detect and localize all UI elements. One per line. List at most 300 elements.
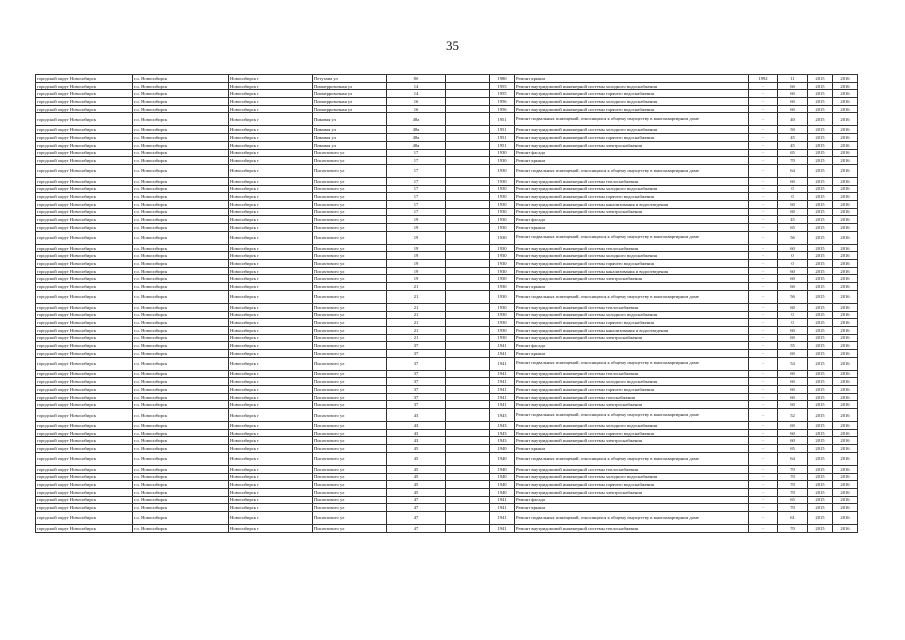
korpus-cell [446,193,490,201]
end-year-cell: 2016 [833,429,858,437]
table-row [36,311,858,319]
municipality-cell: городской округ Новосибирск [36,370,133,378]
year-cell: 1930 [490,200,515,208]
district-cell: г.о. Новосибирск [133,224,229,232]
cost-cell: 60 [778,326,808,334]
municipality-cell: городской округ Новосибирск [36,200,133,208]
start-year-cell: 2015 [808,275,833,283]
korpus-cell [446,334,490,342]
street-cell: Писахтового ул [313,504,387,512]
work-type-cell: Ремонт внутридомовой инженерной системы горячего водоснабжения [515,90,749,98]
street-cell: Писахтового ул [313,185,387,193]
year-cell: 1951 [490,141,515,149]
municipality-cell: городской округ Новосибирск [36,244,133,252]
district-cell: г.о. Новосибирск [133,524,229,532]
table-row [36,511,858,524]
year-cell: 1943 [490,409,515,422]
work-type-cell: Ремонт внутридомовой инженерной системы холодного водоснабжения [515,82,749,90]
house-cell: 37 [387,349,446,357]
municipality-cell: городской округ Новосибирск [36,290,133,303]
year-cell: 1930 [490,177,515,185]
cost-cell: 65 [778,496,808,504]
work-type-cell: Ремонт внутридомовой инженерной системы горячего водоснабжения [515,260,749,268]
start-year-cell: 2015 [808,357,833,370]
district-cell: г.о. Новосибирск [133,334,229,342]
house-cell: 17 [387,193,446,201]
district-cell: г.о. Новосибирск [133,445,229,453]
table-row [36,326,858,334]
street-cell: Писахтового ул [313,465,387,473]
end-year-cell: 2016 [833,267,858,275]
house-cell: 17 [387,157,446,165]
end-year-cell: 2016 [833,216,858,224]
start-year-cell: 2015 [808,290,833,303]
work-type-cell: Ремонт крыши [515,157,749,165]
start-year-cell: 2015 [808,208,833,216]
start-year-cell: 2015 [808,193,833,201]
end-year-cell: 2016 [833,311,858,319]
year-cell: 1980 [490,75,515,83]
house-cell: 47 [387,496,446,504]
street-cell: Писахтового ул [313,401,387,409]
start-year-cell: 2015 [808,409,833,422]
start-year-cell: 2015 [808,465,833,473]
house-cell: 37 [387,378,446,386]
year-last-cell: - [749,252,778,260]
end-year-cell: 2016 [833,193,858,201]
year-cell: 1940 [490,452,515,465]
start-year-cell: 2015 [808,334,833,342]
year-cell: 1951 [490,126,515,134]
year-last-cell: - [749,303,778,311]
house-cell: 47 [387,524,446,532]
work-type-cell: Ремонт внутридомовой инженерной системы холодного водоснабжения [515,378,749,386]
korpus-cell [446,224,490,232]
table-row [36,319,858,327]
cost-cell: 70 [778,504,808,512]
year-cell: 1930 [490,193,515,201]
house-cell: 37 [387,342,446,350]
street-cell: Писахтового ул [313,267,387,275]
korpus-cell [446,105,490,113]
cost-cell: 55 [778,342,808,350]
year-cell: 1930 [490,267,515,275]
municipality-cell: городской округ Новосибирск [36,185,133,193]
district-cell: г.о. Новосибирск [133,393,229,401]
year-last-cell: - [749,185,778,193]
city-cell: Новосибирск г [229,409,313,422]
house-cell: 16 [387,105,446,113]
year-cell: 1940 [490,481,515,489]
house-cell: 19 [387,216,446,224]
work-type-cell: Ремонт внутридомовой инженерной системы горячего водоснабжения [515,105,749,113]
korpus-cell [446,481,490,489]
table-row [36,244,858,252]
city-cell: Новосибирск г [229,401,313,409]
city-cell: Новосибирск г [229,164,313,177]
work-type-cell: Ремонт внутридомовой инженерной системы горячего водоснабжения [515,134,749,142]
district-cell: г.о. Новосибирск [133,82,229,90]
work-type-cell: Ремонт внутридомовой инженерной системы теплоснабжения [515,177,749,185]
year-last-cell: - [749,193,778,201]
cost-cell: 70 [778,524,808,532]
municipality-cell: городской округ Новосибирск [36,357,133,370]
year-last-cell: - [749,437,778,445]
work-type-cell: Ремонт подвальных помещений, относящихся к общему имуществу в многоквартирном доме [515,164,749,177]
work-type-cell: Ремонт внутридомовой инженерной системы горячего водоснабжения [515,481,749,489]
table-row [36,157,858,165]
year-last-cell: 1992 [749,75,778,83]
cost-cell: 61 [778,511,808,524]
table-row [36,267,858,275]
korpus-cell [446,452,490,465]
city-cell: Новосибирск г [229,370,313,378]
korpus-cell [446,231,490,244]
work-type-cell: Ремонт внутридомовой инженерной системы холодного водоснабжения [515,473,749,481]
street-cell: Пиковая ул [313,113,387,126]
cost-cell: 60 [778,90,808,98]
year-last-cell: - [749,283,778,291]
year-last-cell: - [749,334,778,342]
end-year-cell: 2016 [833,334,858,342]
cost-cell: 50 [778,126,808,134]
korpus-cell [446,141,490,149]
city-cell: Новосибирск г [229,504,313,512]
start-year-cell: 2015 [808,90,833,98]
korpus-cell [446,349,490,357]
end-year-cell: 2016 [833,113,858,126]
year-last-cell: - [749,177,778,185]
table-row [36,409,858,422]
year-last-cell: - [749,326,778,334]
work-type-cell: Ремонт крыши [515,224,749,232]
municipality-cell: городской округ Новосибирск [36,342,133,350]
street-cell: Писахтового ул [313,326,387,334]
district-cell: г.о. Новосибирск [133,401,229,409]
work-type-cell: Ремонт внутридомовой инженерной системы холодного водоснабжения [515,126,749,134]
end-year-cell: 2016 [833,164,858,177]
district-cell: г.о. Новосибирск [133,290,229,303]
table-row [36,126,858,134]
municipality-cell: городской округ Новосибирск [36,401,133,409]
work-type-cell: Ремонт внутридомовой инженерной системы электроснабжения [515,208,749,216]
street-cell: Писахтового ул [313,208,387,216]
korpus-cell [446,386,490,394]
start-year-cell: 2015 [808,349,833,357]
cost-cell: 60 [778,370,808,378]
house-cell: 17 [387,149,446,157]
work-type-cell: Ремонт крыши [515,75,749,83]
korpus-cell [446,252,490,260]
start-year-cell: 2015 [808,311,833,319]
municipality-cell: городской округ Новосибирск [36,303,133,311]
house-cell: 45 [387,473,446,481]
year-cell: 1930 [490,290,515,303]
district-cell: г.о. Новосибирск [133,378,229,386]
year-cell: 1930 [490,283,515,291]
street-cell: Писахтового ул [313,524,387,532]
year-cell: 1943 [490,437,515,445]
start-year-cell: 2015 [808,113,833,126]
end-year-cell: 2016 [833,473,858,481]
korpus-cell [446,422,490,430]
year-cell: 1941 [490,386,515,394]
municipality-cell: городской округ Новосибирск [36,452,133,465]
house-cell: 17 [387,200,446,208]
municipality-cell: городской округ Новосибирск [36,409,133,422]
municipality-cell: городской округ Новосибирск [36,445,133,453]
work-type-cell: Ремонт внутридомовой инженерной системы горячего водоснабжения [515,319,749,327]
street-cell: Писахтового ул [313,303,387,311]
korpus-cell [446,473,490,481]
table-row [36,437,858,445]
year-cell: 1956 [490,105,515,113]
table-row [36,349,858,357]
start-year-cell: 2015 [808,141,833,149]
korpus-cell [446,216,490,224]
year-last-cell: - [749,157,778,165]
house-cell: 19 [387,275,446,283]
year-last-cell: - [749,98,778,106]
end-year-cell: 2016 [833,370,858,378]
house-cell: 17 [387,185,446,193]
end-year-cell: 2016 [833,342,858,350]
start-year-cell: 2015 [808,401,833,409]
district-cell: г.о. Новосибирск [133,311,229,319]
table-body [36,75,858,533]
municipality-cell: городской округ Новосибирск [36,319,133,327]
district-cell: г.о. Новосибирск [133,157,229,165]
korpus-cell [446,370,490,378]
year-last-cell: - [749,113,778,126]
cost-cell: 0 [778,319,808,327]
work-type-cell: Ремонт подвальных помещений, относящихся к общему имуществу в многоквартирном доме [515,511,749,524]
street-cell: Писахтового ул [313,393,387,401]
municipality-cell: городской округ Новосибирск [36,334,133,342]
district-cell: г.о. Новосибирск [133,267,229,275]
municipality-cell: городской округ Новосибирск [36,481,133,489]
end-year-cell: 2016 [833,275,858,283]
year-cell: 1930 [490,244,515,252]
street-cell: Писахтового ул [313,357,387,370]
city-cell: Новосибирск г [229,290,313,303]
end-year-cell: 2016 [833,488,858,496]
korpus-cell [446,409,490,422]
district-cell: г.о. Новосибирск [133,319,229,327]
end-year-cell: 2016 [833,185,858,193]
end-year-cell: 2016 [833,82,858,90]
year-cell: 1941 [490,524,515,532]
year-last-cell: - [749,275,778,283]
work-type-cell: Ремонт фасада [515,342,749,350]
city-cell: Новосибирск г [229,303,313,311]
year-last-cell: - [749,370,778,378]
start-year-cell: 2015 [808,260,833,268]
street-cell: Писахтового ул [313,342,387,350]
city-cell: Новосибирск г [229,386,313,394]
district-cell: г.о. Новосибирск [133,386,229,394]
end-year-cell: 2016 [833,141,858,149]
district-cell: г.о. Новосибирск [133,193,229,201]
city-cell: Новосибирск г [229,334,313,342]
work-type-cell: Ремонт крыши [515,445,749,453]
city-cell: Новосибирск г [229,208,313,216]
end-year-cell: 2016 [833,445,858,453]
city-cell: Новосибирск г [229,141,313,149]
district-cell: г.о. Новосибирск [133,465,229,473]
district-cell: г.о. Новосибирск [133,303,229,311]
city-cell: Новосибирск г [229,252,313,260]
district-cell: г.о. Новосибирск [133,134,229,142]
street-cell: Писахтового ул [313,283,387,291]
cost-cell: 60 [778,208,808,216]
city-cell: Новосибирск г [229,149,313,157]
start-year-cell: 2015 [808,437,833,445]
year-last-cell: - [749,244,778,252]
street-cell: Писахтового ул [313,164,387,177]
korpus-cell [446,267,490,275]
table-row [36,216,858,224]
table-row [36,488,858,496]
cost-cell: 60 [778,105,808,113]
start-year-cell: 2015 [808,134,833,142]
district-cell: г.о. Новосибирск [133,113,229,126]
work-type-cell: Ремонт фасада [515,216,749,224]
year-last-cell: - [749,349,778,357]
house-cell: 21 [387,334,446,342]
cost-cell: 56 [778,231,808,244]
table-row [36,283,858,291]
house-cell: 19 [387,231,446,244]
year-last-cell: - [749,422,778,430]
table-row [36,75,858,83]
work-type-cell: Ремонт внутридомовой инженерной системы холодного водоснабжения [515,311,749,319]
year-cell: 1930 [490,231,515,244]
year-last-cell: - [749,290,778,303]
korpus-cell [446,177,490,185]
city-cell: Новосибирск г [229,524,313,532]
district-cell: г.о. Новосибирск [133,149,229,157]
district-cell: г.о. Новосибирск [133,409,229,422]
district-cell: г.о. Новосибирск [133,141,229,149]
table-row [36,134,858,142]
start-year-cell: 2015 [808,244,833,252]
district-cell: г.о. Новосибирск [133,252,229,260]
cost-cell: 60 [778,177,808,185]
year-last-cell: - [749,511,778,524]
table-row [36,275,858,283]
street-cell: Пиковая ул [313,126,387,134]
street-cell: Писахтового ул [313,231,387,244]
year-last-cell: - [749,200,778,208]
street-cell: Писахтового ул [313,311,387,319]
end-year-cell: 2016 [833,504,858,512]
work-type-cell: Ремонт внутридомовой инженерной системы теплоснабжения [515,303,749,311]
street-cell: Писахтового ул [313,511,387,524]
cost-cell: 60 [778,98,808,106]
cost-cell: 70 [778,465,808,473]
work-type-cell: Ремонт крыши [515,504,749,512]
cost-cell: 60 [778,386,808,394]
house-cell: 45 [387,445,446,453]
house-cell: 47 [387,504,446,512]
year-cell: 1930 [490,208,515,216]
city-cell: Новосибирск г [229,357,313,370]
work-type-cell: Ремонт внутридомовой инженерной системы горячего водоснабжения [515,193,749,201]
start-year-cell: 2015 [808,164,833,177]
work-type-cell: Ремонт внутридомовой инженерной системы электроснабжения [515,141,749,149]
city-cell: Новосибирск г [229,473,313,481]
start-year-cell: 2015 [808,105,833,113]
street-cell: Писахтового ул [313,334,387,342]
work-type-cell: Ремонт внутридомовой инженерной системы электроснабжения [515,437,749,445]
street-cell: Писахтового ул [313,386,387,394]
korpus-cell [446,208,490,216]
street-cell: Писахтового ул [313,429,387,437]
street-cell: Петухова ул [313,75,387,83]
table-row [36,303,858,311]
house-cell: 19 [387,244,446,252]
house-cell: 37 [387,370,446,378]
house-cell: 45 [387,452,446,465]
end-year-cell: 2016 [833,511,858,524]
korpus-cell [446,429,490,437]
district-cell: г.о. Новосибирск [133,208,229,216]
district-cell: г.о. Новосибирск [133,422,229,430]
table-row [36,524,858,532]
table-row [36,149,858,157]
cost-cell: 64 [778,164,808,177]
municipality-cell: городской округ Новосибирск [36,82,133,90]
start-year-cell: 2015 [808,511,833,524]
end-year-cell: 2016 [833,149,858,157]
city-cell: Новосибирск г [229,216,313,224]
year-cell: 1941 [490,349,515,357]
house-cell: 21 [387,303,446,311]
municipality-cell: городской округ Новосибирск [36,98,133,106]
year-last-cell: - [749,208,778,216]
cost-cell: 60 [778,244,808,252]
start-year-cell: 2015 [808,378,833,386]
korpus-cell [446,319,490,327]
street-cell: Писахтового ул [313,488,387,496]
cost-cell: 60 [778,437,808,445]
work-type-cell: Ремонт внутридомовой инженерной системы горячего водоснабжения [515,429,749,437]
house-cell: 45 [387,465,446,473]
city-cell: Новосибирск г [229,393,313,401]
year-last-cell: - [749,496,778,504]
street-cell: Писахтового ул [313,260,387,268]
start-year-cell: 2015 [808,488,833,496]
work-type-cell: Ремонт внутридомовой инженерной системы электроснабжения [515,401,749,409]
year-cell: 1930 [490,252,515,260]
city-cell: Новосибирск г [229,275,313,283]
street-cell: Пионерровочная ул [313,98,387,106]
start-year-cell: 2015 [808,149,833,157]
work-type-cell: Ремонт внутридомовой инженерной системы холодного водоснабжения [515,422,749,430]
district-cell: г.о. Новосибирск [133,504,229,512]
municipality-cell: городской округ Новосибирск [36,349,133,357]
city-cell: Новосибирск г [229,244,313,252]
page-number: 35 [446,38,459,53]
city-cell: Новосибирск г [229,75,313,83]
street-cell: Писахтового ул [313,496,387,504]
start-year-cell: 2015 [808,326,833,334]
cost-cell: 0 [778,311,808,319]
end-year-cell: 2016 [833,98,858,106]
korpus-cell [446,290,490,303]
year-last-cell: - [749,465,778,473]
